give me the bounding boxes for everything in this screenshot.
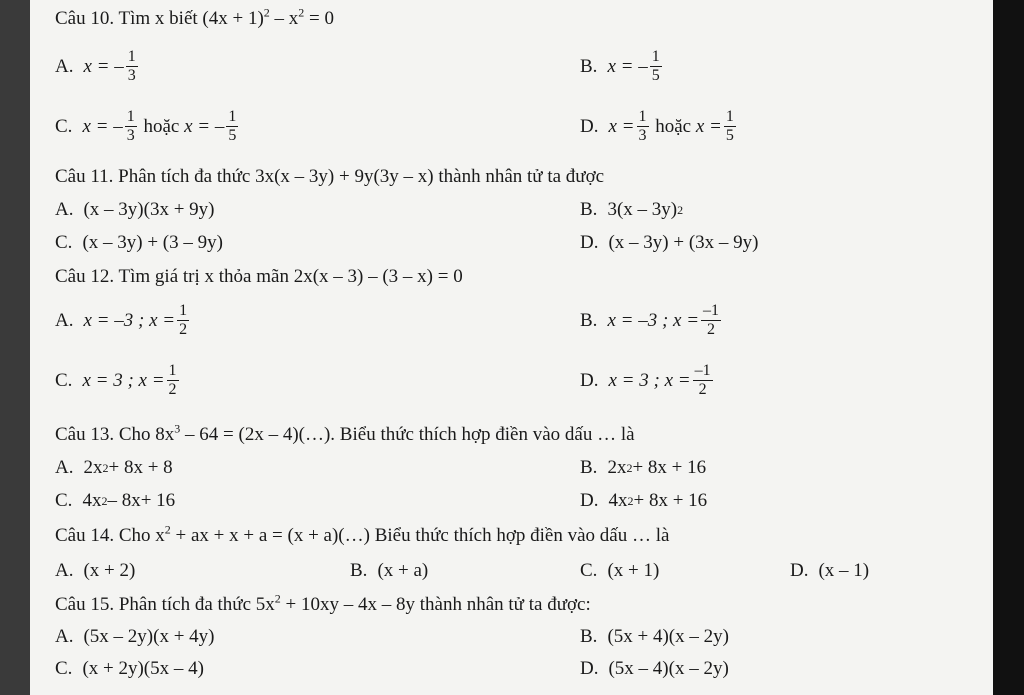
question-15-option-b[interactable]: B. (5x + 4)(x – 2y)	[580, 626, 729, 647]
question-10-option-c[interactable]: C. x = – $\frac{1}{3}$ hoặc x = – $\frac{1}{5}$	[55, 108, 237, 144]
question-15-stem: Câu 15. Phân tích đa thức $5x^2 + 10xy - 4x - 8y$ thành nhân tử ta được:	[55, 591, 591, 615]
right-border	[993, 0, 1024, 695]
question-11-option-a[interactable]: A. (x – 3y)(3x + 9y)	[55, 199, 215, 220]
document-page	[30, 0, 993, 695]
left-border	[0, 0, 30, 695]
question-11-option-c[interactable]: C. (x – 3y) + (3 – 9y)	[55, 232, 223, 253]
question-13-option-d[interactable]: D. 4x 2 + 8x + 16	[580, 490, 708, 511]
question-10-stem: Câu 10. Tìm x biết $(4x + 1)^2 - x^2 = 0$	[55, 5, 335, 29]
question-10-option-a[interactable]: A. x = – $\frac{1}{3}$	[55, 48, 136, 84]
question-15-option-d[interactable]: D. (5x – 4)(x – 2y)	[580, 658, 729, 679]
question-12-option-c[interactable]: C. x = 3 ; x = $\frac{1}{2}$	[55, 362, 177, 398]
question-15-option-a[interactable]: A. (5x – 2y)(x + 4y)	[55, 626, 215, 647]
question-12-option-d[interactable]: D. x = 3 ; x = $\frac{-1}{2}$	[580, 362, 711, 398]
question-13-option-b[interactable]: B. 2x 2 + 8x + 16	[580, 457, 707, 478]
question-13-option-c[interactable]: C. 4x 2 – 8x+ 16	[55, 490, 176, 511]
question-13-stem: Câu 13. Cho $8x^3 - 64 = (2x$ – 4)(…). Biểu thức thích hợp điền vào dấu … là	[55, 421, 635, 445]
question-14-option-d[interactable]: D. (x – 1)	[790, 560, 870, 581]
question-12-stem: Câu 12. Tìm giá trị x thỏa mãn 2x(x – 3) – (3 – x) = 0	[55, 266, 463, 287]
question-14-option-c[interactable]: C. (x + 1)	[580, 560, 660, 581]
question-14-option-b[interactable]: B. (x + a)	[350, 560, 429, 581]
question-14-option-a[interactable]: A. (x + 2)	[55, 560, 136, 581]
question-15-option-c[interactable]: C. (x + 2y)(5x – 4)	[55, 658, 204, 679]
question-14-stem: Câu 14. Cho $x^2$ + ax + x + a = (x + a)(…) Biểu thức thích hợp điền vào dấu … là	[55, 522, 670, 546]
question-11-option-d[interactable]: D. (x – 3y) + (3x – 9y)	[580, 232, 759, 253]
question-11-stem: Câu 11. Phân tích đa thức 3x(x – 3y) + 9y(3y – x) thành nhân tử ta được	[55, 166, 605, 187]
question-12-option-a[interactable]: A. x = –3 ; x = $\frac{1}{2}$	[55, 302, 188, 338]
question-13-option-a[interactable]: A. 2x 2 + 8x + 8	[55, 457, 173, 478]
question-10-option-b[interactable]: B. x = – $\frac{1}{5}$	[580, 48, 660, 84]
question-10-option-d[interactable]: D. x = $\frac{1}{3}$ hoặc x = $\frac{1}{5}$	[580, 108, 734, 144]
question-11-option-b[interactable]: B. 3(x – 3y) 2	[580, 199, 684, 220]
question-12-option-b[interactable]: B. x = –3 ; x = $\frac{-1}{2}$	[580, 302, 720, 338]
